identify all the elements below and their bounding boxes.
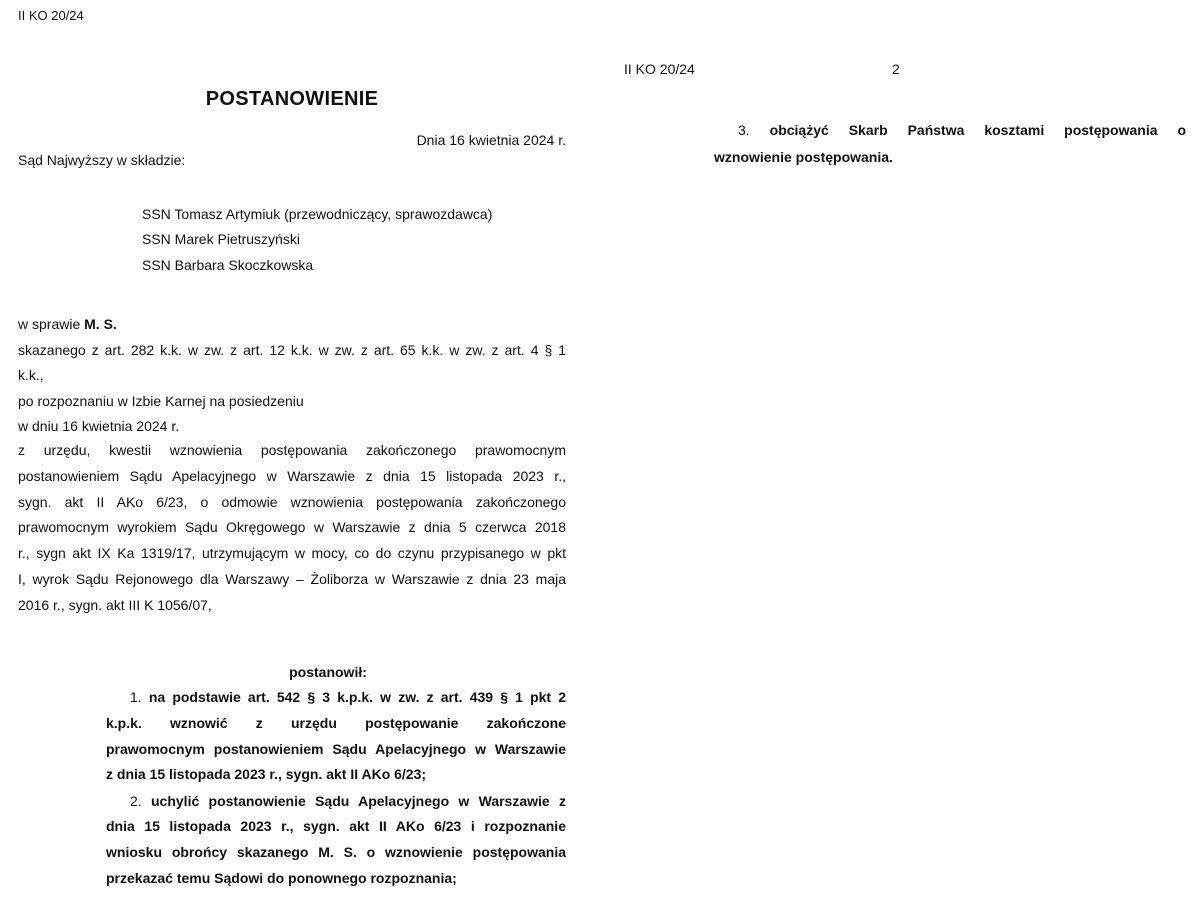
page-number: 2 xyxy=(892,61,900,77)
decision-2-line xyxy=(130,793,566,809)
decision-date: Dnia 16 kwietnia 2024 r. xyxy=(416,132,566,148)
proceedings-line: I, wyrok Sądu Rejonowego dla Warszawy – Żoliborza w Warszawie z dnia 23 maja xyxy=(18,571,566,587)
decision-3-number: 3. xyxy=(738,122,750,138)
examination-line: po rozpoznaniu w Izbie Karnej na posiedzeniu xyxy=(18,393,304,409)
document-title: POSTANOWIENIE xyxy=(205,88,379,110)
case-number-left: II KO 20/24 xyxy=(18,8,84,23)
proceedings-line: z urzędu, kwestii wznowienia postępowania zakończonego prawomocnym xyxy=(18,442,566,458)
case-party: M. S. xyxy=(84,316,117,332)
decision-3-line: wznowienie postępowania. xyxy=(714,149,893,165)
proceedings-line: sygn. akt II AKo 6/23, o odmowie wznowienia postępowania zakończonego xyxy=(18,494,566,510)
decision-2-line: przekazać temu Sądowi do ponownego rozpoznania; xyxy=(106,870,457,886)
proceedings-line: 2016 r., sygn. akt III K 1056/07, xyxy=(18,597,212,613)
decision-3-text: obciążyć Skarb Państwa kosztami postępowania o xyxy=(769,122,1187,138)
proceedings-line: r., sygn akt IX Ka 1319/17, utrzymującym w mocy, co do czynu przypisanego w pkt xyxy=(18,545,566,561)
court-composition-label: Sąd Najwyższy w składzie: xyxy=(18,152,186,168)
decision-2-line: dnia 15 listopada 2023 r., sygn. akt II AKo 6/23 i rozpoznanie xyxy=(106,818,566,834)
proceedings-line: prawomocnym wyrokiem Sądu Okręgowego w Warszawie z dnia 5 czerwca 2018 xyxy=(18,519,566,535)
case-intro xyxy=(18,316,117,332)
decision-1-line: prawomocnym postanowieniem Sądu Apelacyjnego w Warszawie xyxy=(106,741,566,757)
judge-member: SSN Marek Pietruszyński xyxy=(142,231,300,247)
conviction-line: skazanego z art. 282 k.k. w zw. z art. 12 k.k. w zw. z art. 65 k.k. w zw. z art. 4 § 1 xyxy=(18,342,566,358)
decision-2-text: uchylić postanowienie Sądu Apelacyjnego w Warszawie z xyxy=(151,793,566,809)
judge-presiding: SSN Tomasz Artymiuk (przewodniczący, sprawozdawca) xyxy=(142,206,493,222)
case-number-right: II KO 20/24 xyxy=(624,61,695,77)
case-intro-prefix: w sprawie xyxy=(18,316,85,332)
decision-1-line: k.p.k. wznowić z urzędu postępowanie zakończone xyxy=(106,715,566,731)
examination-line: w dniu 16 kwietnia 2024 r. xyxy=(18,418,180,434)
decision-1-text: na podstawie art. 542 § 3 k.p.k. w zw. z art. 439 § 1 pkt 2 xyxy=(148,689,566,705)
decision-2-number: 2. xyxy=(130,793,142,809)
decision-1-number: 1. xyxy=(130,689,142,705)
proceedings-line: postanowieniem Sądu Apelacyjnego w Warszawie z dnia 15 listopada 2023 r., xyxy=(18,468,566,484)
decision-1-line xyxy=(130,689,566,705)
conviction-line: k.k., xyxy=(18,367,44,383)
decision-3-line xyxy=(738,122,1186,138)
decided-label: postanowił: xyxy=(289,664,367,680)
decision-1-line: z dnia 15 listopada 2023 r., sygn. akt II AKo 6/23; xyxy=(106,766,427,782)
decision-2-line: wniosku obrońcy skazanego M. S. o wznowienie postępowania xyxy=(106,844,566,860)
judge-member: SSN Barbara Skoczkowska xyxy=(142,257,314,273)
